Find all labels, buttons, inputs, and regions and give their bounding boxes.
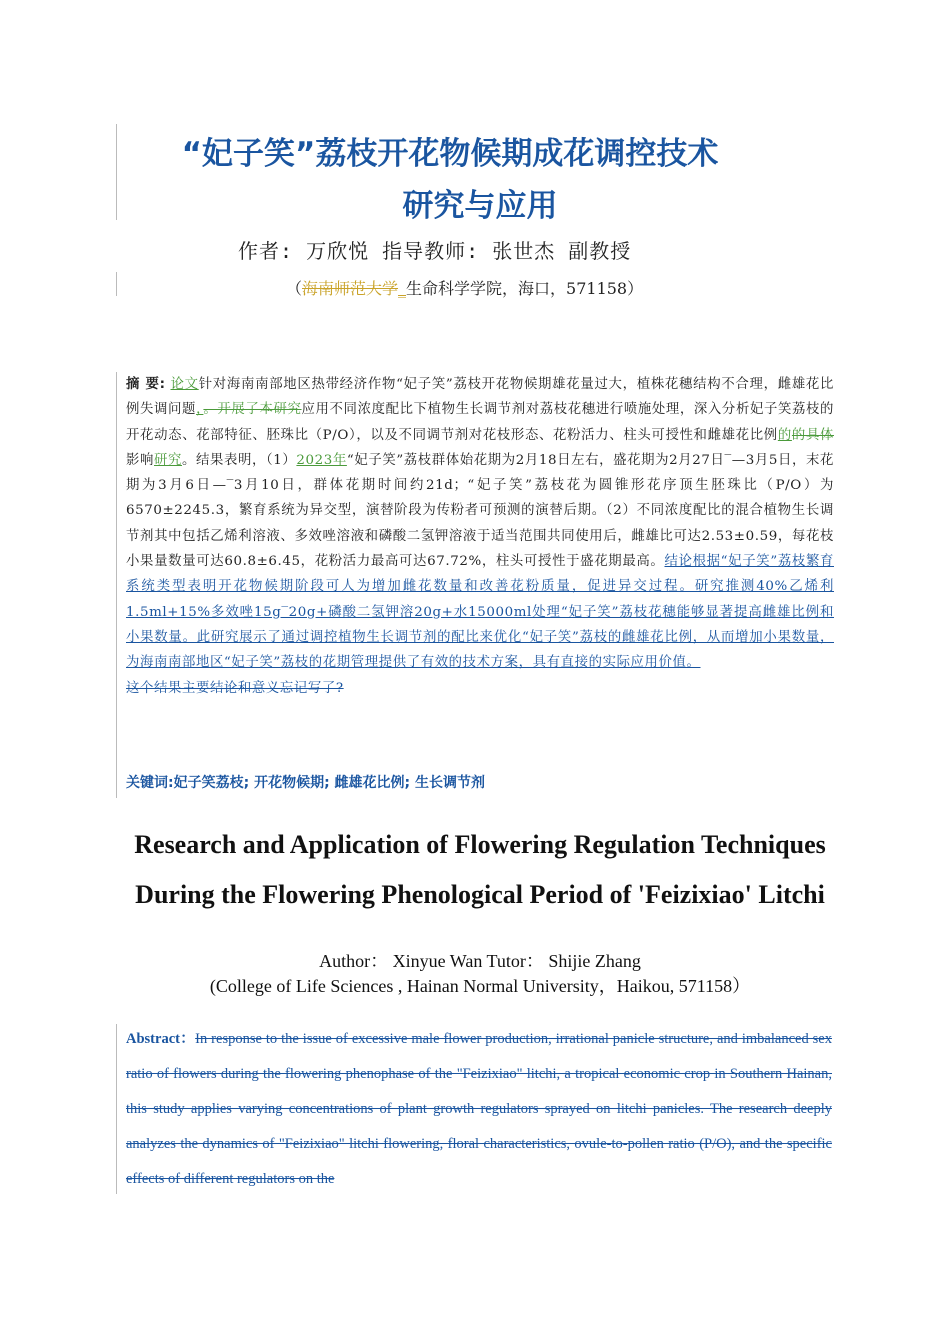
authors-line: 作者: 万欣悦 指导教师: 张世杰 副教授 [238,239,632,263]
abstract-text: 针对海南南部地区热带经济作物“妃子笑”荔枝开花物候期雄花量过大，植株花穗结构不合理，雌雄花比例失调问题 [126,377,835,418]
change-bar [116,372,117,798]
english-abstract-text: In response to the issue of excessive male flower production, irrational panicle structure, and imbalanced sex ratio of flowers during the flowering phenophase of the "Feizixiao" litchi, a tropical economic crop in Southern Hainan, this study applies varying concentrations of plant growth regulators sprayed on litchi panicles. The research deeply analyzes the dynamics of "Feizixiao" litchi flowering, floral characteristics, ovule-to-pollen ratio (P/O), and the specific effects of different regulators on the [126,1031,832,1187]
change-bar [116,272,117,296]
abstract-text: 影响 [126,452,154,468]
insertion: 论文 [170,377,199,392]
abstract-label: 摘 要: [126,377,166,392]
keywords: 关键词:妃子笑荔枝; 开花物候期; 雌雄花比例; 生长调节剂 [126,775,486,791]
english-authors: Author： Xinyue Wan Tutor： Shijie Zhang [319,951,641,971]
chinese-abstract [126,372,834,701]
english-abstract-label: Abstract： [126,1031,196,1047]
insertion: 2023年 [296,452,347,468]
abstract-text: “妃子笑”荔枝群体始花期为2月18日左右，盛花期为2月27日‾—3月5日，末花期为3月6日—‾3月10日，群体花期时间约21d；“妃子笑”荔枝花为圆锥形花序顶生胚珠比（P/O）为6570±2245.3，繁育系统为异交型，演替阶段为传粉者可预测的演替后期。（2）不同浓度配比的混合植物生长调节剂其中包括乙烯利溶液、多效唑溶液和磷酸二氢钾溶液于适当范围共同使用后，雌雄比可达2.53±0.59，每花枝小果量数量可达60.8±6.45，花粉活力最高可达67.72%，柱头可授性于盛花期最高。 [126,452,834,570]
english-affiliation: (College of Life Sciences , Hainan Normal University，Haikou, 571158） [209,976,751,996]
inserted-mark: _ [398,279,407,298]
insertion: ， [196,402,204,418]
page-title-line1: “妃子笑”荔枝开花物候期成花调控技术 [181,136,719,172]
english-title-line1: Research and Application of Flowering Regulation Techniques [134,830,826,859]
deleted-university: 海南师范大学 [302,279,399,298]
affiliation-line [286,276,643,299]
english-title-line2: During the Flowering Phenological Period of 'Feizixiao' Litchi [135,880,825,909]
inserted-conclusion: 结论根据“妃子笑”荔枝繁育系统类型表明开花物候期阶段可人为增加雌花数量和改善花粉质量，促进异交过程。研究推测40%乙烯利1.5ml+15%多效唑15g‾20g+磷酸二氢钾溶20g+水15000ml处理“妃子笑”荔枝花穗能够显著提高雌雄比例和小果数量。此研究展示了通过调控植物生长调节剂的配比来优化“妃子笑”荔枝的雌雄花比例，从而增加小果数量，为海南南部地区“妃子笑”荔枝的花期管理提供了有效的技术方案，具有直接的实际应用价值。 [126,554,834,671]
affiliation-open: （ [286,279,303,298]
abstract-text: 。结果表明，（1） [182,452,297,468]
review-comment: 这个结果主要结论和意义忘记写了? [126,680,344,696]
deletion: 。开展了本研究 [203,402,302,418]
page-title-line2: 研究与应用 [402,188,558,224]
english-abstract [126,1022,832,1197]
insertion: 的 [777,427,792,443]
insertion: 研究 [154,452,182,468]
abstract-text: 应用不同浓度配比下植物生长调节剂对荔枝花穗进行喷施处理，深入分析妃子笑荔枝的开花动态、花部特征、胚珠比（P/O），以及不同调节剂对花枝形态、花粉活力、柱头可授性和雌雄花比例 [126,402,835,443]
deletion: 的具体 [791,427,834,443]
change-bar [116,1024,117,1194]
affiliation-rest: 生命科学学院，海口，571158） [406,279,644,298]
